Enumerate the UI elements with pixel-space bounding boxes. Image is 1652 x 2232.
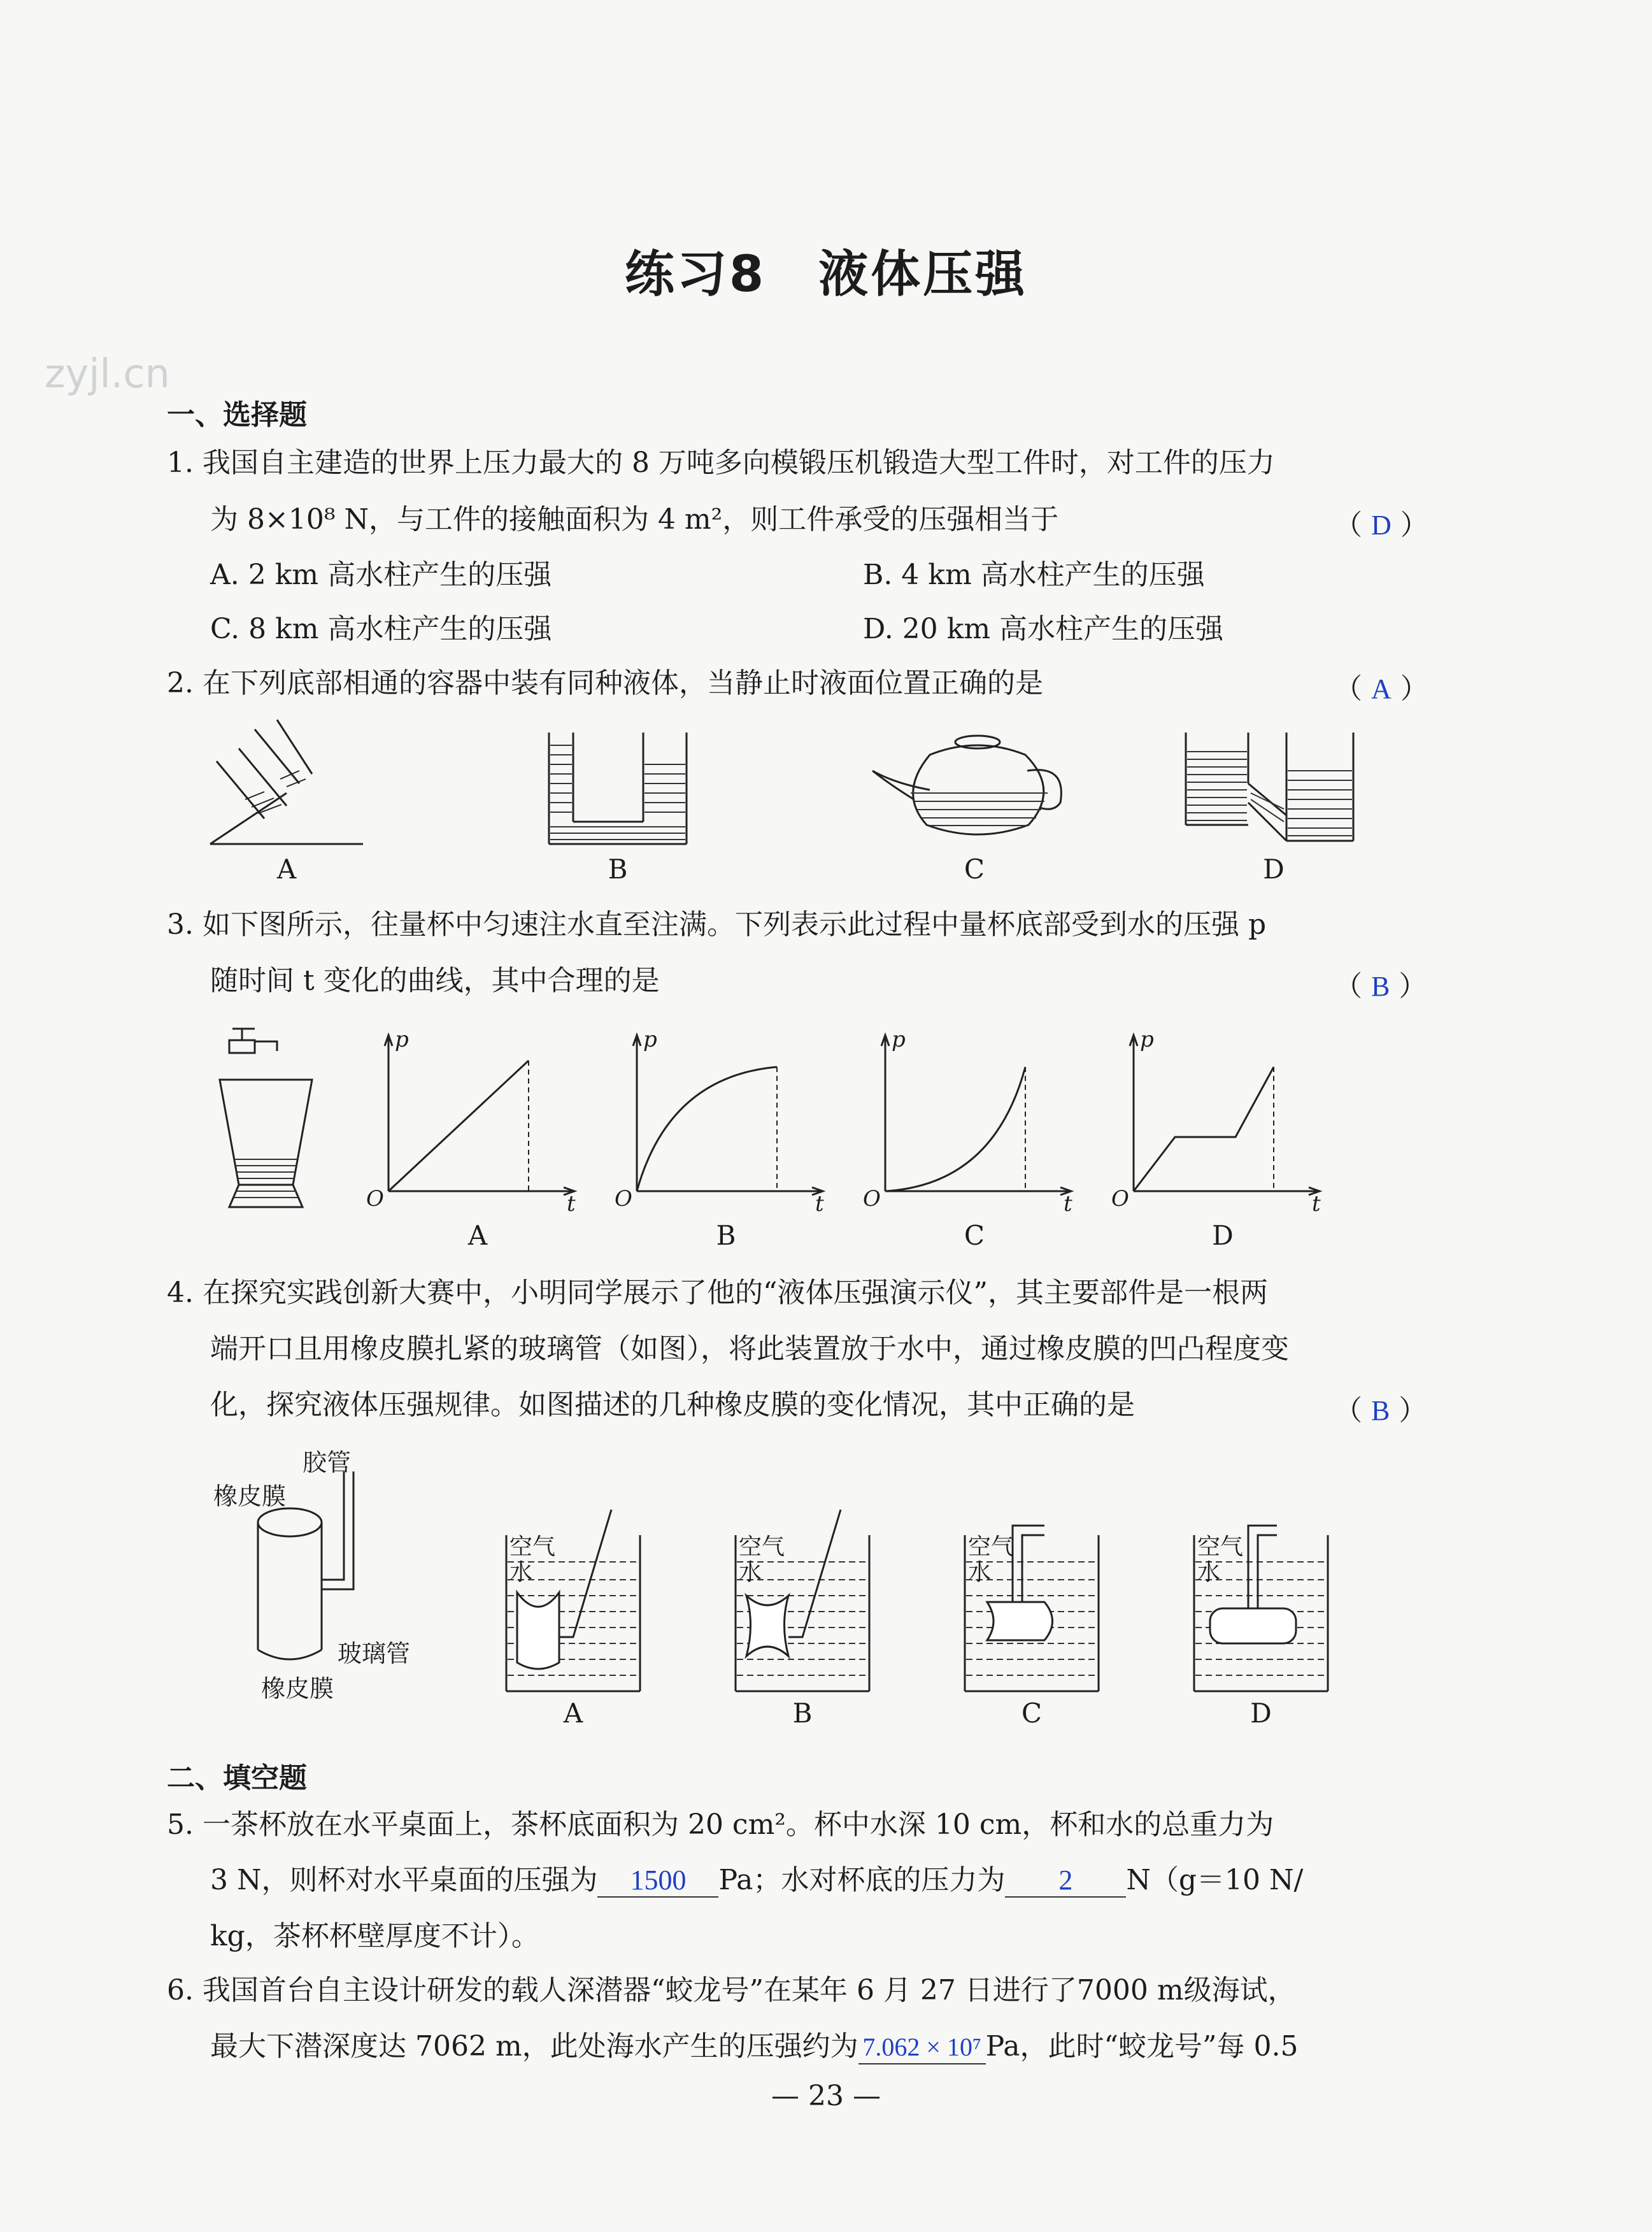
q4-d-water-label: 水 bbox=[1197, 1559, 1221, 1585]
q3-c-axis-p: p bbox=[892, 1027, 906, 1052]
q4-line1: 4. 在探究实践创新大赛中，小明同学展示了他的“液体压强演示仪”，其主要部件是一根两 bbox=[167, 1277, 1268, 1309]
q3-b-axis-p: p bbox=[643, 1027, 657, 1052]
q3-d-axis-p: p bbox=[1140, 1027, 1154, 1052]
q5-line2-part3: N（g＝10 N/ bbox=[1126, 1864, 1304, 1896]
q1-line1: 1. 我国自主建造的世界上压力最大的 8 万吨多向模锻压机锻造大型工件时，对工件的压力 bbox=[167, 447, 1275, 479]
q3-line2: 随时间 t 变化的曲线，其中合理的是 bbox=[210, 964, 660, 997]
watermark: zyjl.cn bbox=[45, 350, 170, 397]
q3-d-axis-t: t bbox=[1312, 1191, 1321, 1217]
q6-line2 bbox=[210, 2028, 1298, 2066]
q3-answer-paren: （ B ） bbox=[1334, 970, 1427, 1003]
q5-line3: kg，茶杯杯壁厚度不计）。 bbox=[210, 1920, 539, 1952]
q2-figure-d bbox=[1185, 733, 1356, 847]
q4-d-air-label: 空气 bbox=[1197, 1534, 1244, 1560]
q1-option-b: B. 4 km 高水柱产生的压强 bbox=[863, 559, 1205, 591]
q4-line3: 化，探究液体压强规律。如图描述的几种橡皮膜的变化情况，其中正确的是 bbox=[210, 1389, 1135, 1421]
q3-label-c: C bbox=[964, 1220, 985, 1251]
q4-label-membrane-bottom: 橡皮膜 bbox=[261, 1675, 334, 1703]
q6-line2-part1: 最大下潜深度达 7062 m，此处海水产生的压强约为 bbox=[210, 2030, 858, 2063]
q4-answer-paren: （ B ） bbox=[1334, 1394, 1427, 1427]
q4-a-water-label: 水 bbox=[509, 1559, 533, 1585]
q3-label-b: B bbox=[716, 1220, 736, 1251]
q2-line1: 2. 在下列底部相通的容器中装有同种液体，当静止时液面位置正确的是 bbox=[167, 667, 1043, 699]
q2-figure-a bbox=[204, 723, 369, 850]
section-heading-fill: 二、填空题 bbox=[167, 1762, 307, 1794]
q5-blank-pressure[interactable]: 1500 bbox=[597, 1864, 718, 1898]
q1-option-d: D. 20 km 高水柱产生的压强 bbox=[863, 613, 1224, 645]
q6-line2-part2: Pa，此时“蛟龙号”每 0.5 bbox=[985, 2030, 1299, 2063]
q2-label-d: D bbox=[1263, 854, 1285, 885]
q4-c-water-label: 水 bbox=[968, 1559, 992, 1585]
q3-b-origin: O bbox=[615, 1186, 632, 1212]
q4-label-d: D bbox=[1250, 1698, 1272, 1729]
q2-answer-paren: （ A ） bbox=[1334, 673, 1428, 705]
q3-c-axis-t: t bbox=[1064, 1191, 1072, 1217]
q4-label-a: A bbox=[563, 1698, 583, 1729]
q4-b-water-label: 水 bbox=[739, 1559, 762, 1585]
q3-label-a: A bbox=[467, 1220, 488, 1251]
section-heading-choice: 一、选择题 bbox=[167, 399, 307, 431]
page-title: 练习8 液体压强 bbox=[624, 246, 1028, 303]
q3-a-axis-p: p bbox=[395, 1027, 409, 1052]
page-number: — 23 — bbox=[771, 2080, 881, 2112]
q4-label-c: C bbox=[1021, 1698, 1043, 1729]
q2-figure-c bbox=[869, 733, 1073, 844]
q4-label-membrane-top: 橡皮膜 bbox=[213, 1482, 287, 1510]
q3-graph-d bbox=[1114, 1032, 1337, 1210]
q6-line1: 6. 我国首台自主设计研发的载人深潜器“蛟龙号”在某年 6 月 27 日进行了7000 m级海试， bbox=[167, 1974, 1296, 2007]
q3-answer: B bbox=[1371, 971, 1390, 1002]
q4-label-tube: 胶管 bbox=[303, 1449, 352, 1477]
q5-line2-part2: Pa；水对杯底的压力为 bbox=[718, 1864, 1006, 1896]
q3-d-origin: O bbox=[1111, 1186, 1129, 1212]
q1-answer-paren: （ D ） bbox=[1334, 509, 1428, 541]
q3-measuring-cup-figure bbox=[217, 1022, 325, 1213]
q2-label-b: B bbox=[608, 854, 628, 885]
q6-blank-pressure[interactable]: 7.062 × 10⁷ bbox=[858, 2031, 986, 2064]
q4-label-glass-tube: 玻璃管 bbox=[338, 1640, 411, 1668]
q4-answer: B bbox=[1371, 1395, 1390, 1426]
q5-line1: 5. 一茶杯放在水平桌面上，茶杯底面积为 20 cm²。杯中水深 10 cm，杯和水的总重力为 bbox=[167, 1808, 1274, 1841]
q3-graph-a bbox=[369, 1032, 592, 1210]
q2-label-a: A bbox=[276, 854, 297, 885]
q2-label-c: C bbox=[964, 854, 985, 885]
q3-graph-c bbox=[866, 1032, 1089, 1210]
q1-line2: 为 8×10⁸ N，与工件的接触面积为 4 m²，则工件承受的压强相当于 bbox=[210, 503, 1059, 536]
q4-line2: 端开口且用橡皮膜扎紧的玻璃管（如图），将此装置放于水中，通过橡皮膜的凹凸程度变 bbox=[210, 1333, 1289, 1365]
q2-figure-b bbox=[548, 733, 688, 847]
q1-option-c: C. 8 km 高水柱产生的压强 bbox=[210, 613, 552, 645]
q1-option-a: A. 2 km 高水柱产生的压强 bbox=[210, 559, 552, 591]
q5-line2 bbox=[210, 1861, 1303, 1899]
q3-line1: 3. 如下图所示，往量杯中匀速注水直至注满。下列表示此过程中量杯底部受到水的压强 p bbox=[167, 908, 1267, 941]
q3-b-axis-t: t bbox=[815, 1191, 824, 1217]
q1-answer: D bbox=[1371, 510, 1392, 541]
q5-blank-force[interactable]: 2 bbox=[1005, 1864, 1126, 1898]
q3-label-d: D bbox=[1212, 1220, 1234, 1251]
q4-label-b: B bbox=[792, 1698, 813, 1729]
q3-graph-b bbox=[618, 1032, 841, 1210]
q4-a-air-label: 空气 bbox=[509, 1534, 556, 1560]
q2-answer: A bbox=[1371, 673, 1392, 705]
q3-c-origin: O bbox=[863, 1186, 881, 1212]
q3-a-origin: O bbox=[366, 1186, 384, 1212]
q3-a-axis-t: t bbox=[567, 1191, 576, 1217]
q4-b-air-label: 空气 bbox=[739, 1534, 785, 1560]
q5-line2-part1: 3 N，则杯对水平桌面的压强为 bbox=[210, 1864, 598, 1896]
q4-c-air-label: 空气 bbox=[968, 1534, 1015, 1560]
